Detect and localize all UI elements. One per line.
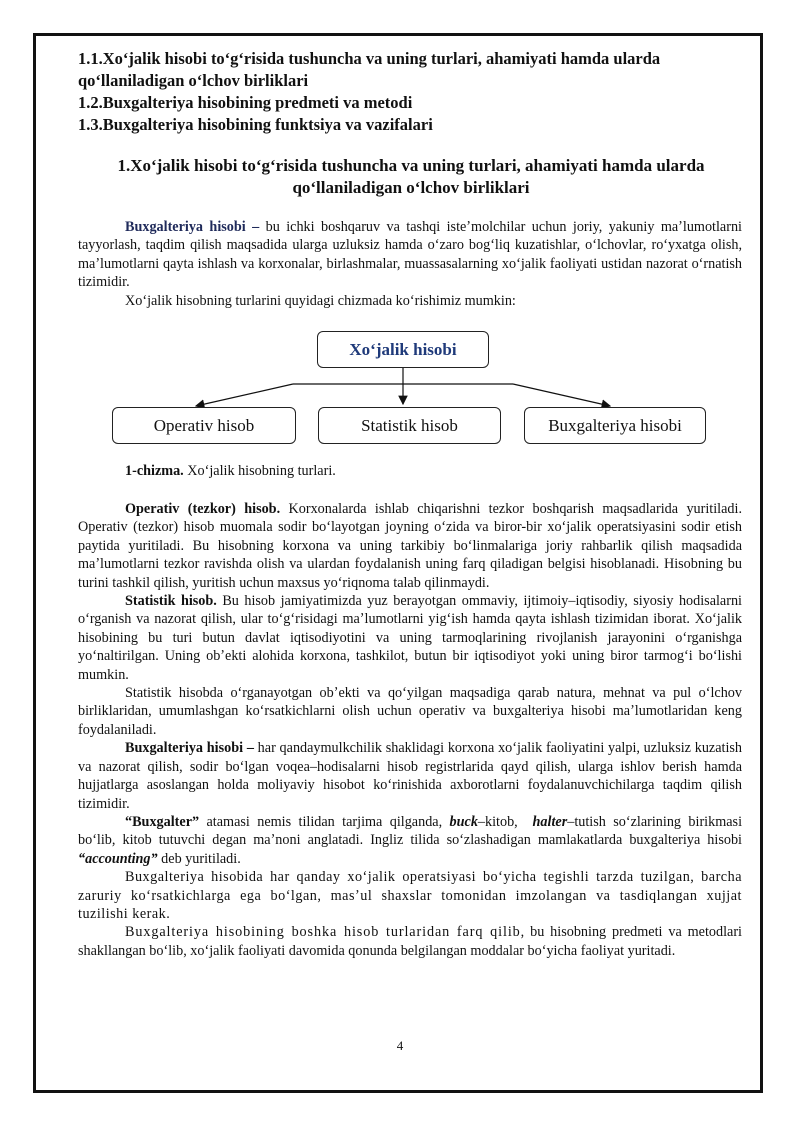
buxgalter-text-1: atamasi nemis tilidan tarjima qilganda, bbox=[199, 813, 450, 830]
paragraph-hujjat: Buxgalteriya hisobida har qanday xoʻjalik operatsiyasi boʻyicha tegishli tarzda tuzilgan, barcha zaruriy koʻrsatkichlarga ega boʻlgan, masʼul shaxslar tomonidan imzolangan va tasdiqlangan xujjat tuzilishi kerak. bbox=[78, 869, 742, 922]
buxgalter-term: “Buxgalter” bbox=[125, 813, 200, 830]
diagram-node-operativ: Operativ hisob bbox=[112, 407, 296, 444]
paragraph-buxgalteriya bbox=[78, 739, 742, 813]
toc-item-1: 1.1.Xoʻjalik hisobi toʻgʻrisida tushuncha va uning turlari, ahamiyati hamda ularda qoʻllaniladigan oʻlchov birliklari bbox=[78, 49, 661, 90]
intro-text: bu ichki boshqaruv va tashqi isteʼmolchilar uchun joriy, yakuniy maʼlumotlarni tayyorlash, taqdim qilish maqsadida ularga uzluksiz hamda oʻzaro bogʻliq kuzatishlar, oʻlchovlar, roʻyxatga olish, maʼlumotlarni qayta ishlash va korxonalar, birlashmalar, muassasalarning xoʻjalik faoliyati ustidan nazorat oʻrnatish tizimidir. bbox=[78, 219, 742, 291]
accounting-word: “accounting” bbox=[78, 850, 158, 867]
operativ-term: Operativ (tezkor) hisob. bbox=[125, 501, 281, 517]
farq-spaced: Buxgalteriya hisobining boshka hisob turlaridan farq qilib bbox=[125, 924, 521, 941]
figure-caption bbox=[125, 463, 336, 480]
statistik-text: Bu hisob jamiyatimizda yuz berayotgan ommaviy, ijtimoiy–iqtisodiy, siyosiy hodisalarni oʻrganish va nazorat qilish, ular toʻgʻrisidagi maʼlumotlarni yigʻish hamda qayta ishlash tizimidan iborat. Xoʻjalik hisobining bu turi butun davlat iqtisodiyotini va uning tarmoqlarining rivojlanish jarayonini oʻrganishga yoʻnaltirilgan. Uning obʼekti alohida korxona, tashkilot, butun bir iqtisodiyot yoki uning biror tarmogʻi boʻlishi mumkin. bbox=[78, 593, 742, 683]
buxgalter-text-4: deb yuritiladi. bbox=[157, 850, 241, 867]
intro-term: Buxgalteriya hisobi – bbox=[125, 219, 260, 235]
section-title: 1.Xoʻjalik hisobi toʻgʻrisida tushuncha va uning turlari, ahamiyati hamda ularda qoʻllaniladigan oʻlchov birliklari bbox=[117, 156, 705, 197]
halter-word: halter bbox=[532, 813, 568, 830]
buxgalteriya-text: har qandaymulkchilik shaklidagi korxona xoʻjalik faoliyatini yalpi, uzluksiz kuzatish va nazorat qilish, sodir boʻlgan voqea–hodisalarni hisob registrlarida qayd qilish, ularga ishlov berish hamda hujjatlarga asoslangan holda moliyaviy hisobot koʻrinishida axborotlarni foydalanuvchichilarga taqdim qilish tizimidir. bbox=[78, 740, 743, 812]
diagram-node-statistik: Statistik hisob bbox=[318, 407, 501, 444]
arrow-left bbox=[196, 384, 293, 406]
paragraph-farq bbox=[78, 923, 742, 960]
toc-item-2: 1.2.Buxgalteriya hisobining predmeti va metodi bbox=[78, 93, 413, 112]
arrow-right bbox=[513, 384, 610, 406]
caption-text: Xoʻjalik hisobning turlari. bbox=[183, 463, 336, 479]
operativ-text: Korxonalarda ishlab chiqarishni tezkor boshqarish maqsadlarida yuritiladi. Operativ (tezkor) hisob muomala sodir boʻlayotgan joyning oʻzida va biror-bir xoʻjalik operatsiyasini sodir etish paytida yuritiladi. Bu hisobning korxona va uning tarkibiy boʻlinmalariga joriy rahbarlik qilish maqsadida maʼlumotlarni tezkor ravishda olish va ulardan foydalanish uning farq qiladigan belgisi hisoblanadi. Hisobning bu turini tashkil qilish, yuritish uchun maxsus yoʻriqnoma talab qilinmaydi. bbox=[78, 501, 742, 591]
paragraph-statistik-2: Statistik hisobda oʻrganayotgan obʼekti va qoʻyilgan maqsadiga qarab natura, mehnat va pul oʻlchov birliklaridan, umumlashgan koʻrsatkichlarni olish uchun operativ va buxgalteriya hisobi maʼlumotlaridan keng foydalaniladi. bbox=[78, 685, 742, 738]
diagram-node-buxgalteriya: Buxgalteriya hisobi bbox=[524, 407, 706, 444]
diagram-connectors bbox=[0, 0, 800, 460]
page-number: 4 bbox=[396, 1038, 404, 1053]
intro-lead: Xoʻjalik hisobning turlarini quyidagi chizmada koʻrishimiz mumkin: bbox=[125, 292, 516, 309]
statistik-term: Statistik hisob. bbox=[125, 593, 217, 610]
main-body bbox=[78, 500, 742, 960]
paragraph-buxgalter bbox=[78, 813, 742, 868]
paragraph-operativ bbox=[78, 500, 742, 592]
paragraph-statistik bbox=[78, 592, 742, 684]
toc-item-3: 1.3.Buxgalteriya hisobining funktsiya va vazifalari bbox=[78, 115, 433, 134]
caption-label: 1-chizma. bbox=[125, 463, 184, 479]
buxgalteriya-term: Buxgalteriya hisobi – bbox=[125, 740, 254, 757]
buxgalter-text-3: –tutish soʻzlarining birikmasi boʻlib, kitob tutuvchi degan maʼnoni anglatadi. Ingliz tilida soʻzlashadigan mamlakatlarda buxgalteriya hisobi bbox=[78, 813, 743, 849]
farq-text: , bu hisobning predmeti va metodlari shakllangan boʻlib, xoʻjalik faoliyati davomida qonunda belgilangan moddalar boʻyicha faoliyat yuritadi. bbox=[78, 924, 743, 959]
buxgalter-text-2: –kitob, bbox=[477, 813, 526, 830]
buck-word: buck bbox=[449, 813, 478, 830]
diagram-root-node: Xoʻjalik hisobi bbox=[317, 331, 489, 368]
